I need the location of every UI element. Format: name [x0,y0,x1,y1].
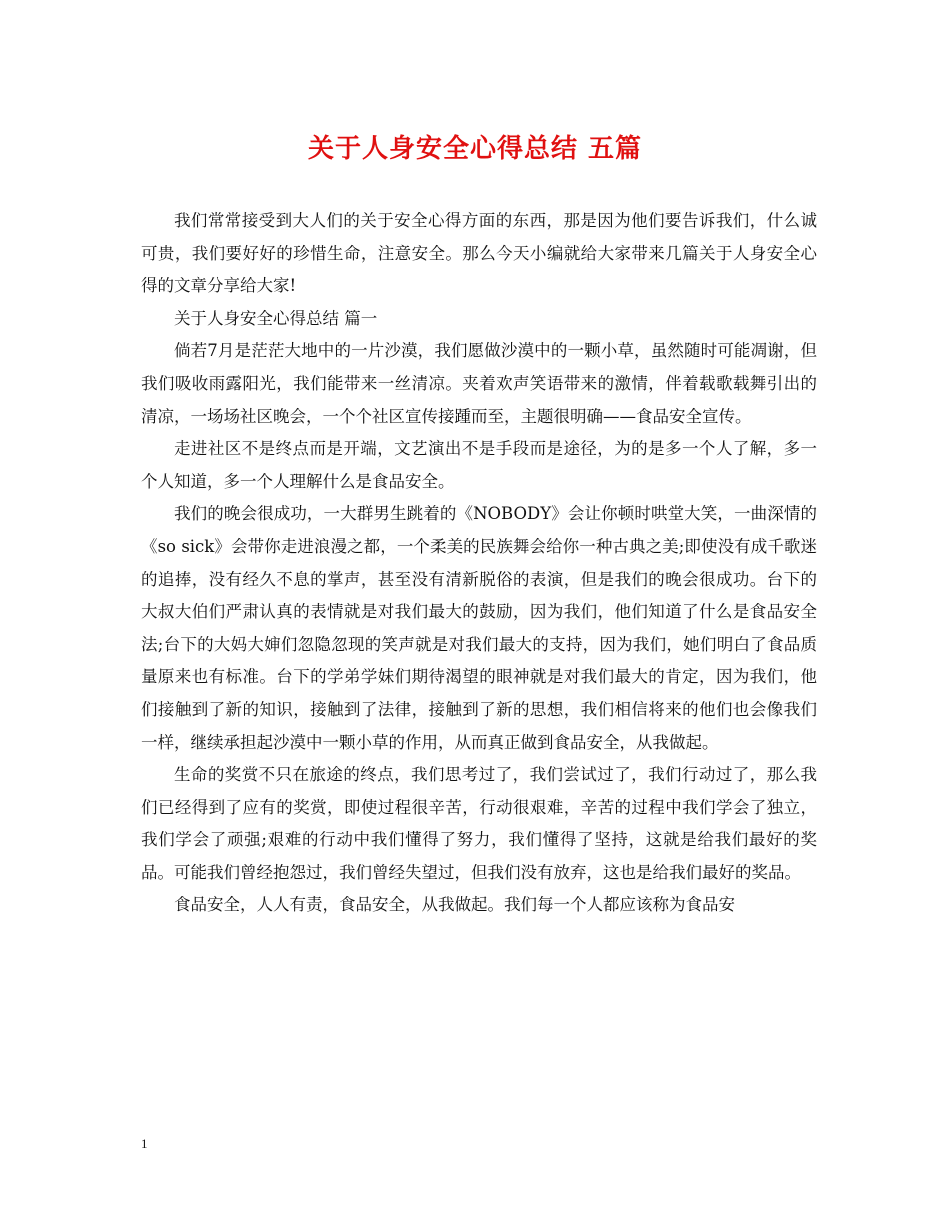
paragraph-intro: 我们常常接受到大人们的关于安全心得方面的东西，那是因为他们要告诉我们，什么诚可贵，我们要好好的珍惜生命，注意安全。那么今天小编就给大家带来几篇关于人身安全心得的文章分享给大家! [141,211,817,296]
paragraph-food-safety-responsibility: 食品安全，人人有责，食品安全，从我做起。我们每一个人都应该称为食品安 [174,895,735,915]
paragraph-community-start: 走进社区不是终点而是开端，文艺演出不是手段而是途径，为的是多一个人了解，多一个人知道，多一个人理解什么是食品安全。 [141,439,817,491]
page-number: 1 [141,1136,148,1151]
paragraph-life-reward: 生命的奖赏不只在旅途的终点，我们思考过了，我们尝试过了，我们行动过了，那么我们已经得到了应有的奖赏，即使过程很辛苦，行动很艰难，辛苦的过程中我们学会了独立，我们学会了顽强;艰难的行动中我们懂得了努力，我们懂得了坚持，这就是给我们最好的奖品。可能我们曾经抱怨过，我们曾经失望过，但我们没有放弃，这也是给我们最好的奖品。 [141,765,817,882]
paragraph-desert-grass: 倘若7月是茫茫大地中的一片沙漠，我们愿做沙漠中的一颗小草，虽然随时可能凋谢，但我们吸收雨露阳光，我们能带来一丝清凉。夹着欢声笑语带来的激情，伴着载歌载舞引出的清凉，一场场社区晚会，一个个社区宣传接踵而至，主题很明确——食品安全宣传。 [141,341,817,426]
paragraph-evening-success: 我们的晚会很成功，一大群男生跳着的《NOBODY》会让你顿时哄堂大笑，一曲深情的《so sick》会带你走进浪漫之都，一个柔美的民族舞会给你一种古典之美;即使没有成千歌迷的追捧，没有经久不息的掌声，甚至没有清新脱俗的表演，但是我们的晚会很成功。台下的大叔大伯们严肃认真的表情就是对我们最大的鼓励，因为我们，他们知道了什么是食品安全法;台下的大妈大婶们忽隐忽现的笑声就是对我们最大的支持，因为我们，她们明白了食品质量原来也有标准。台下的学弟学妹们期待渴望的眼神就是对我们最大的肯定，因为我们，他们接触到了新的知识，接触到了法律，接触到了新的思想，我们相信将来的他们也会像我们一样，继续承担起沙漠中一颗小草的作用，从而真正做到食品安全，从我做起。 [141,504,817,752]
document-body [141,205,817,922]
document-title: 关于人身安全心得总结 五篇 [307,134,643,164]
section-heading-part-one: 关于人身安全心得总结 篇一 [174,308,378,328]
